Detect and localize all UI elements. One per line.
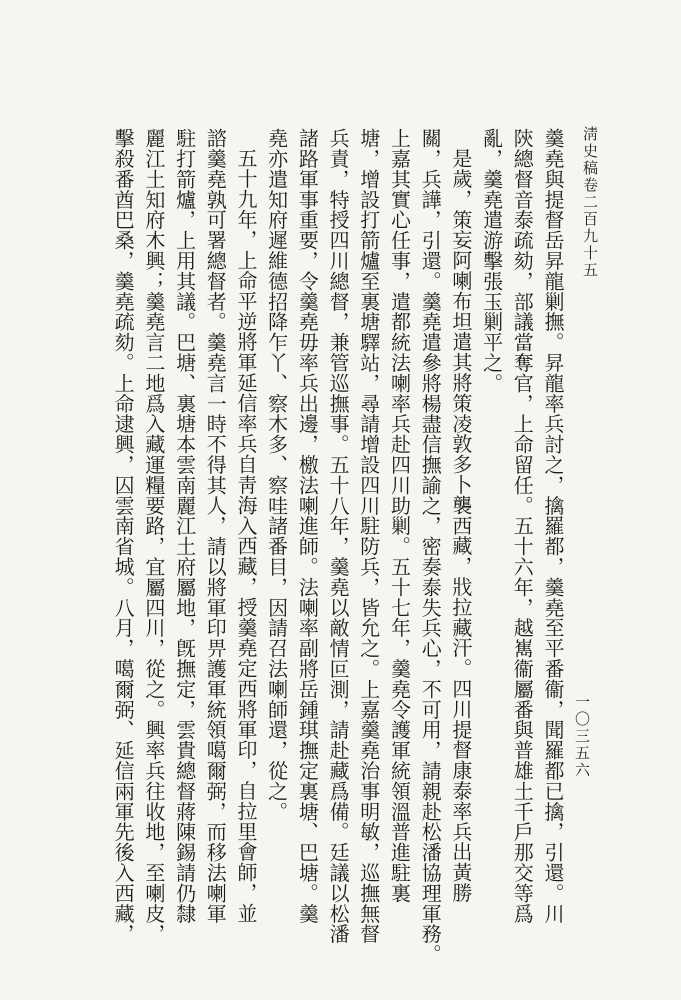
running-header-title: 淸史稿卷二百九十五 — [581, 126, 599, 279]
text-column: 上嘉其實心任事，遣都統法喇率兵赴四川助剿。五十七年，羹堯令護軍統領溫普進駐裏 — [387, 128, 412, 904]
text-column: 麗江土知府木興；羹堯言二地爲入藏運糧要路，宜屬四川，從之。興率兵往收地，至喇皮， — [141, 128, 166, 944]
text-column: 堯亦遣知府遲維德招降乍丫、察木多、察哇諸番目，因請召法喇師還，從之。 — [264, 128, 289, 822]
text-column: 擊殺番酋巴桑，羹堯疏劾。上命逮興，囚雲南省城。八月，噶爾弼、延信兩軍先後入西藏， — [111, 128, 136, 944]
text-column: 諮羹堯孰可署總督者。羹堯言一時不得其人，請以將軍印畀護軍統領噶爾弼，而移法喇軍 — [203, 128, 228, 924]
text-column: 關，兵譁，引還。羹堯遣參將楊盡信撫諭之，密奏泰失兵心，不可用，請親赴松潘協理軍務。 — [418, 128, 443, 965]
text-column: 諸路軍事重要，令羹堯毋率兵出邊，檄法喇進師。法喇率副將岳鍾琪撫定裏塘、巴塘。羹 — [295, 128, 320, 924]
main-text-block — [107, 128, 568, 965]
text-column: 駐打箭爐，上用其議。巴塘、裏塘本雲南麗江土府屬地，旣撫定，雲貴總督蔣陳錫請仍隸 — [172, 128, 197, 924]
text-column: 塘，增設打箭爐至裏塘驛站，尋請增設四川駐防兵，皆允之。上嘉羹堯治事明敏，巡撫無督 — [356, 128, 381, 944]
text-column: 陝總督音泰疏劾，部議當奪官，上命留任。五十六年，越嶲衞屬番與普雄土千戶那交等爲 — [510, 128, 535, 924]
text-column: 五十九年，上命平逆將軍延信率兵自靑海入西藏，授羹堯定西將軍印，自拉里會師，並 — [233, 148, 258, 924]
text-column: 羹堯與提督岳昇龍剿撫。昇龍率兵討之，擒羅都，羹堯至平番衞，聞羅都已擒，引還。川 — [541, 128, 565, 924]
page-number: 一〇三五六 — [573, 694, 591, 779]
text-column: 是歲，策妄阿喇布坦遣其將策凌敦多卜襲西藏，戕拉藏汗。四川提督康泰率兵出黃勝 — [448, 148, 473, 903]
text-column: 亂，羹堯遣游擊張玉剿平之。 — [479, 128, 504, 394]
text-column: 兵責，特授四川總督，兼管巡撫事。五十八年，羹堯以敵情叵測，請赴藏爲備。廷議以松潘 — [326, 128, 351, 944]
